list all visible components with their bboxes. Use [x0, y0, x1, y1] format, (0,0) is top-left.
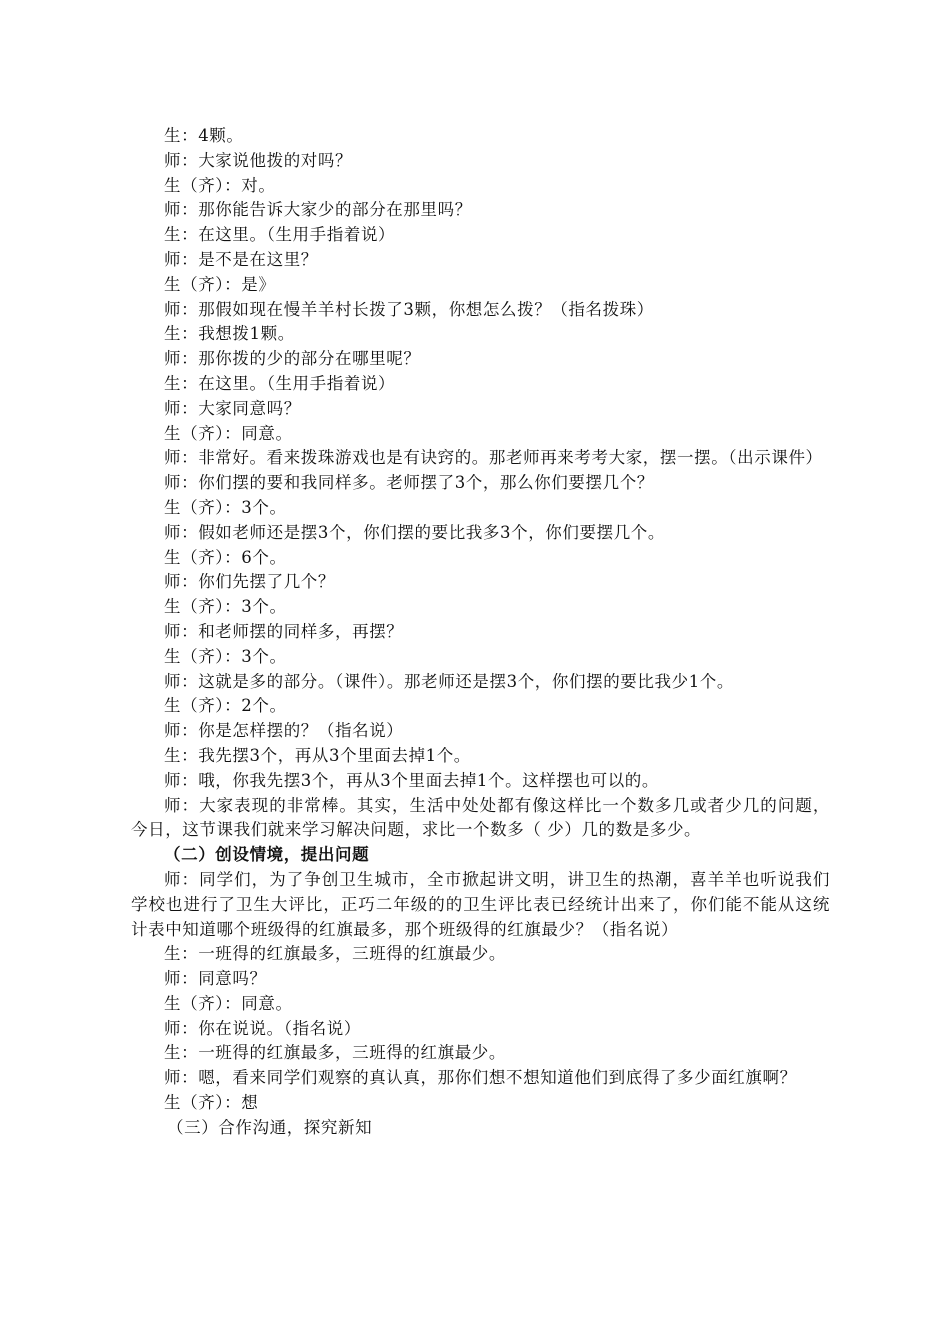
dialogue-line: 师：是不是在这里？ — [164, 249, 318, 269]
dialogue-line: 师：嗯，看来同学们观察的真认真，那你们想不想知道他们到底得了多少面红旗啊？ — [164, 1068, 797, 1088]
dialogue-line: 生：一班得的红旗最多，三班得的红旗最少。 — [164, 944, 506, 964]
dialogue-line: 师：那你拨的少的部分在哪里呢？ — [164, 349, 421, 369]
dialogue-line: 生：我想拨1颗。 — [164, 324, 295, 344]
dialogue-line: 师：和老师摆的同样多，再摆？ — [164, 621, 404, 641]
dialogue-line: 师：大家表现的非常棒。其实，生活中处处都有像这样比一个数多几或者少几的问题，今日，这节课我们就来学习解决问题，求比一个数多（ 少）几的数是多少。 — [131, 795, 830, 840]
dialogue-line: 师：假如老师还是摆3个，你们摆的要比我多3个，你们要摆几个。 — [164, 522, 665, 542]
dialogue-line: 生（齐）：3个。 — [164, 646, 287, 666]
dialogue-line: 师：同学们，为了争创卫生城市，全市掀起讲文明，讲卫生的热潮，喜羊羊也听说我们学校也进行了卫生大评比，正巧二年级的的卫生评比表已经统计出来了，你们能不能从这统计表中知道哪个班级得的红旗最多，那个班级得的红旗最少？（指名说） — [131, 869, 830, 939]
dialogue-line: 生（齐）：3个。 — [164, 597, 287, 617]
dialogue-line: 师：那假如现在慢羊羊村长拨了3颗，你想怎么拨？（指名拨珠） — [164, 299, 654, 319]
dialogue-line: 师：大家同意吗？ — [164, 398, 301, 418]
dialogue-line: 生（齐）：6个。 — [164, 547, 287, 567]
dialogue-line: 师：大家说他拨的对吗？ — [164, 150, 353, 170]
dialogue-line: 师：你们摆的要和我同样多。老师摆了3个，那么你们要摆几个？ — [164, 473, 654, 493]
dialogue-line: 师：你们先摆了几个？ — [164, 572, 335, 592]
dialogue-line: 师：同意吗？ — [164, 969, 267, 989]
dialogue-line: 生：在这里。（生用手指着说） — [164, 225, 396, 245]
dialogue-line: 师：这就是多的部分。（课件）。那老师还是摆3个，你们摆的要比我少1个。 — [164, 671, 734, 691]
section-heading: （二）创设情境，提出问题 — [164, 845, 370, 865]
dialogue-line: 生：4颗。 — [164, 126, 244, 145]
dialogue-line: 生：在这里。（生用手指着说） — [164, 373, 396, 393]
dialogue-line: 生（齐）：2个。 — [164, 696, 287, 716]
dialogue-line: 师：哦，你我先摆3个，再从3个里面去掉1个。这样摆也可以的。 — [164, 770, 659, 790]
dialogue-line: 生（齐）：3个。 — [164, 497, 287, 517]
dialogue-line: 生（齐）：是》 — [164, 274, 276, 294]
dialogue-line: 师：非常好。看来拨珠游戏也是有诀窍的。那老师再来考考大家，摆一摆。（出示课件） — [164, 448, 823, 468]
dialogue-line: 师：你在说说。（指名说） — [164, 1018, 361, 1038]
dialogue-line: 师：你是怎样摆的？（指名说） — [164, 721, 404, 741]
dialogue-line: 生（齐）：对。 — [164, 175, 276, 195]
section-heading: （三）合作沟通，探究新知 — [167, 1117, 373, 1137]
dialogue-line: 师：那你能告诉大家少的部分在那里吗？ — [164, 200, 472, 220]
dialogue-line: 生：一班得的红旗最多，三班得的红旗最少。 — [164, 1043, 506, 1063]
dialogue-line: 生（齐）：同意。 — [164, 993, 293, 1013]
dialogue-line: 生：我先摆3个，再从3个里面去掉1个。 — [164, 745, 471, 765]
dialogue-line: 生（齐）：想 — [164, 1093, 259, 1113]
dialogue-line: 生（齐）：同意。 — [164, 423, 293, 443]
